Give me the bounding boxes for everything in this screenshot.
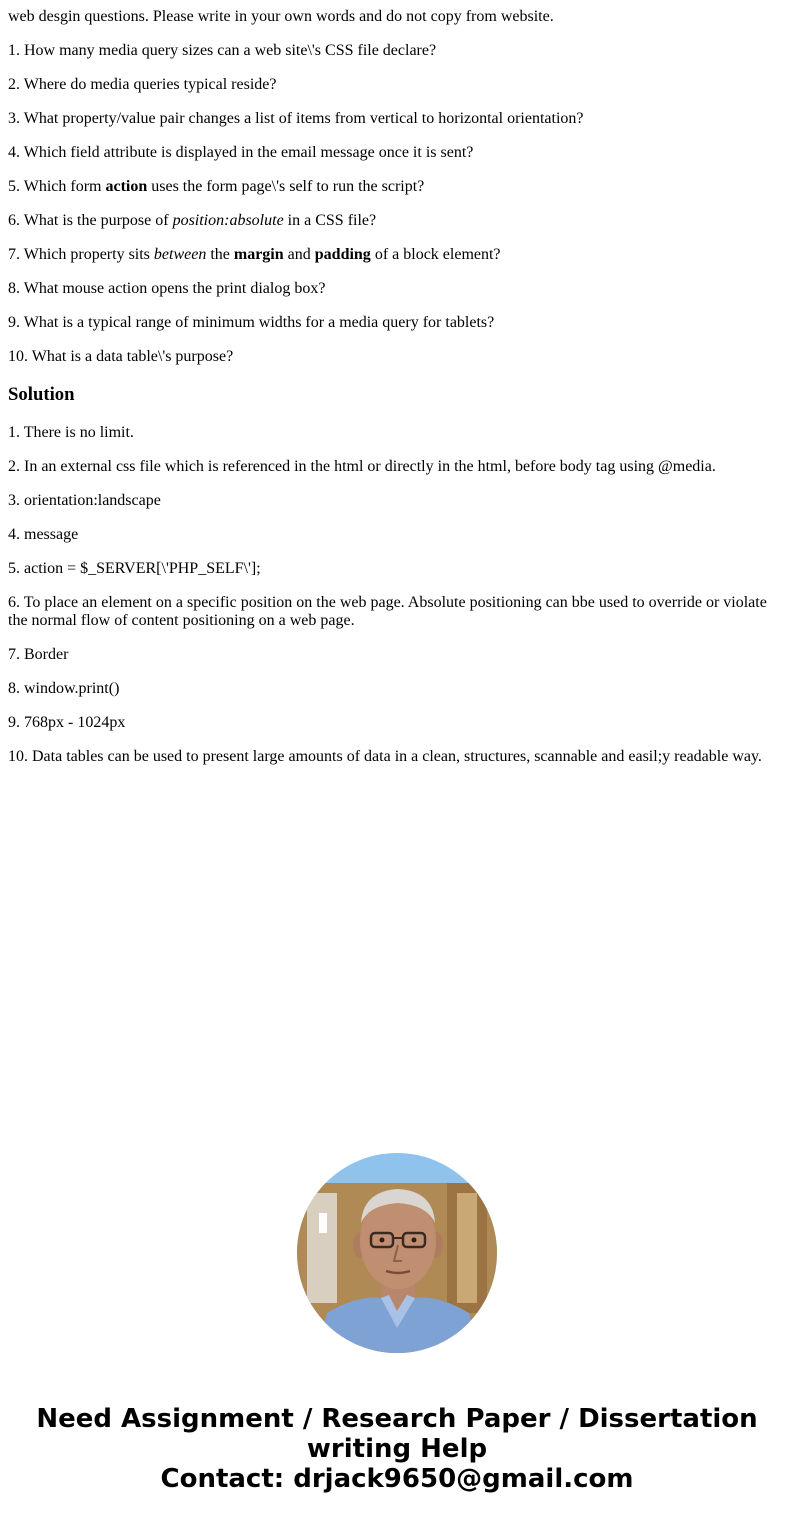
q7-bold-padding: padding bbox=[314, 246, 371, 263]
answer-6: 6. To place an element on a specific position on the web page. Absolute positioning can bbe used to override or violate the normal flow of content positioning on a web page. bbox=[8, 594, 767, 629]
q6-text-c: in a CSS file? bbox=[283, 212, 377, 229]
q7-text-g: of a block element? bbox=[370, 246, 501, 263]
promo-banner bbox=[0, 1404, 794, 1494]
answer-7: 7. Border bbox=[8, 646, 69, 663]
q7-text-c: the bbox=[206, 246, 234, 263]
q7-italic-between: between bbox=[153, 246, 207, 263]
answer-3: 3. orientation:landscape bbox=[8, 492, 161, 509]
question-4: 4. Which field attribute is displayed in the email message once it is sent? bbox=[8, 144, 474, 161]
question-1: 1. How many media query sizes can a web site\'s CSS file declare? bbox=[8, 42, 437, 59]
q6-italic-position: position:absolute bbox=[172, 212, 284, 229]
q7-bold-margin: margin bbox=[233, 246, 284, 263]
promo-line-1: Need Assignment / Research Paper / Dissertation writing Help bbox=[36, 1404, 758, 1464]
answer-1: 1. There is no limit. bbox=[8, 424, 134, 441]
q5-text-c: uses the form page\'s self to run the script? bbox=[147, 178, 425, 195]
answer-4: 4. message bbox=[8, 526, 79, 543]
promo-contact: Contact: drjack9650@gmail.com bbox=[160, 1464, 634, 1494]
q6-text-a: 6. What is the purpose of bbox=[8, 212, 173, 229]
answer-9: 9. 768px - 1024px bbox=[8, 714, 126, 731]
avatar bbox=[297, 1153, 497, 1353]
avatar-portrait-icon bbox=[297, 1153, 497, 1353]
question-8: 8. What mouse action opens the print dialog box? bbox=[8, 280, 326, 297]
question-5 bbox=[8, 178, 786, 196]
question-9: 9. What is a typical range of minimum widths for a media query for tablets? bbox=[8, 314, 495, 331]
question-2: 2. Where do media queries typical reside? bbox=[8, 76, 277, 93]
question-3: 3. What property/value pair changes a list of items from vertical to horizontal orientation? bbox=[8, 110, 584, 127]
q7-text-e: and bbox=[283, 246, 315, 263]
answer-8: 8. window.print() bbox=[8, 680, 120, 697]
answer-5: 5. action = $_SERVER[\'PHP_SELF\']; bbox=[8, 560, 261, 577]
q5-text-a: 5. Which form bbox=[8, 178, 106, 195]
document-content bbox=[8, 8, 786, 782]
solution-heading: Solution bbox=[8, 384, 75, 405]
q5-bold-action: action bbox=[105, 178, 148, 195]
q7-text-a: 7. Which property sits bbox=[8, 246, 154, 263]
question-7 bbox=[8, 246, 786, 264]
intro-text: web desgin questions. Please write in your own words and do not copy from website. bbox=[8, 8, 554, 25]
answer-10: 10. Data tables can be used to present large amounts of data in a clean, structures, scannable and easil;y readable way. bbox=[8, 748, 762, 765]
question-6 bbox=[8, 212, 786, 230]
answer-2: 2. In an external css file which is referenced in the html or directly in the html, before body tag using @media. bbox=[8, 458, 716, 475]
question-10: 10. What is a data table\'s purpose? bbox=[8, 348, 234, 365]
